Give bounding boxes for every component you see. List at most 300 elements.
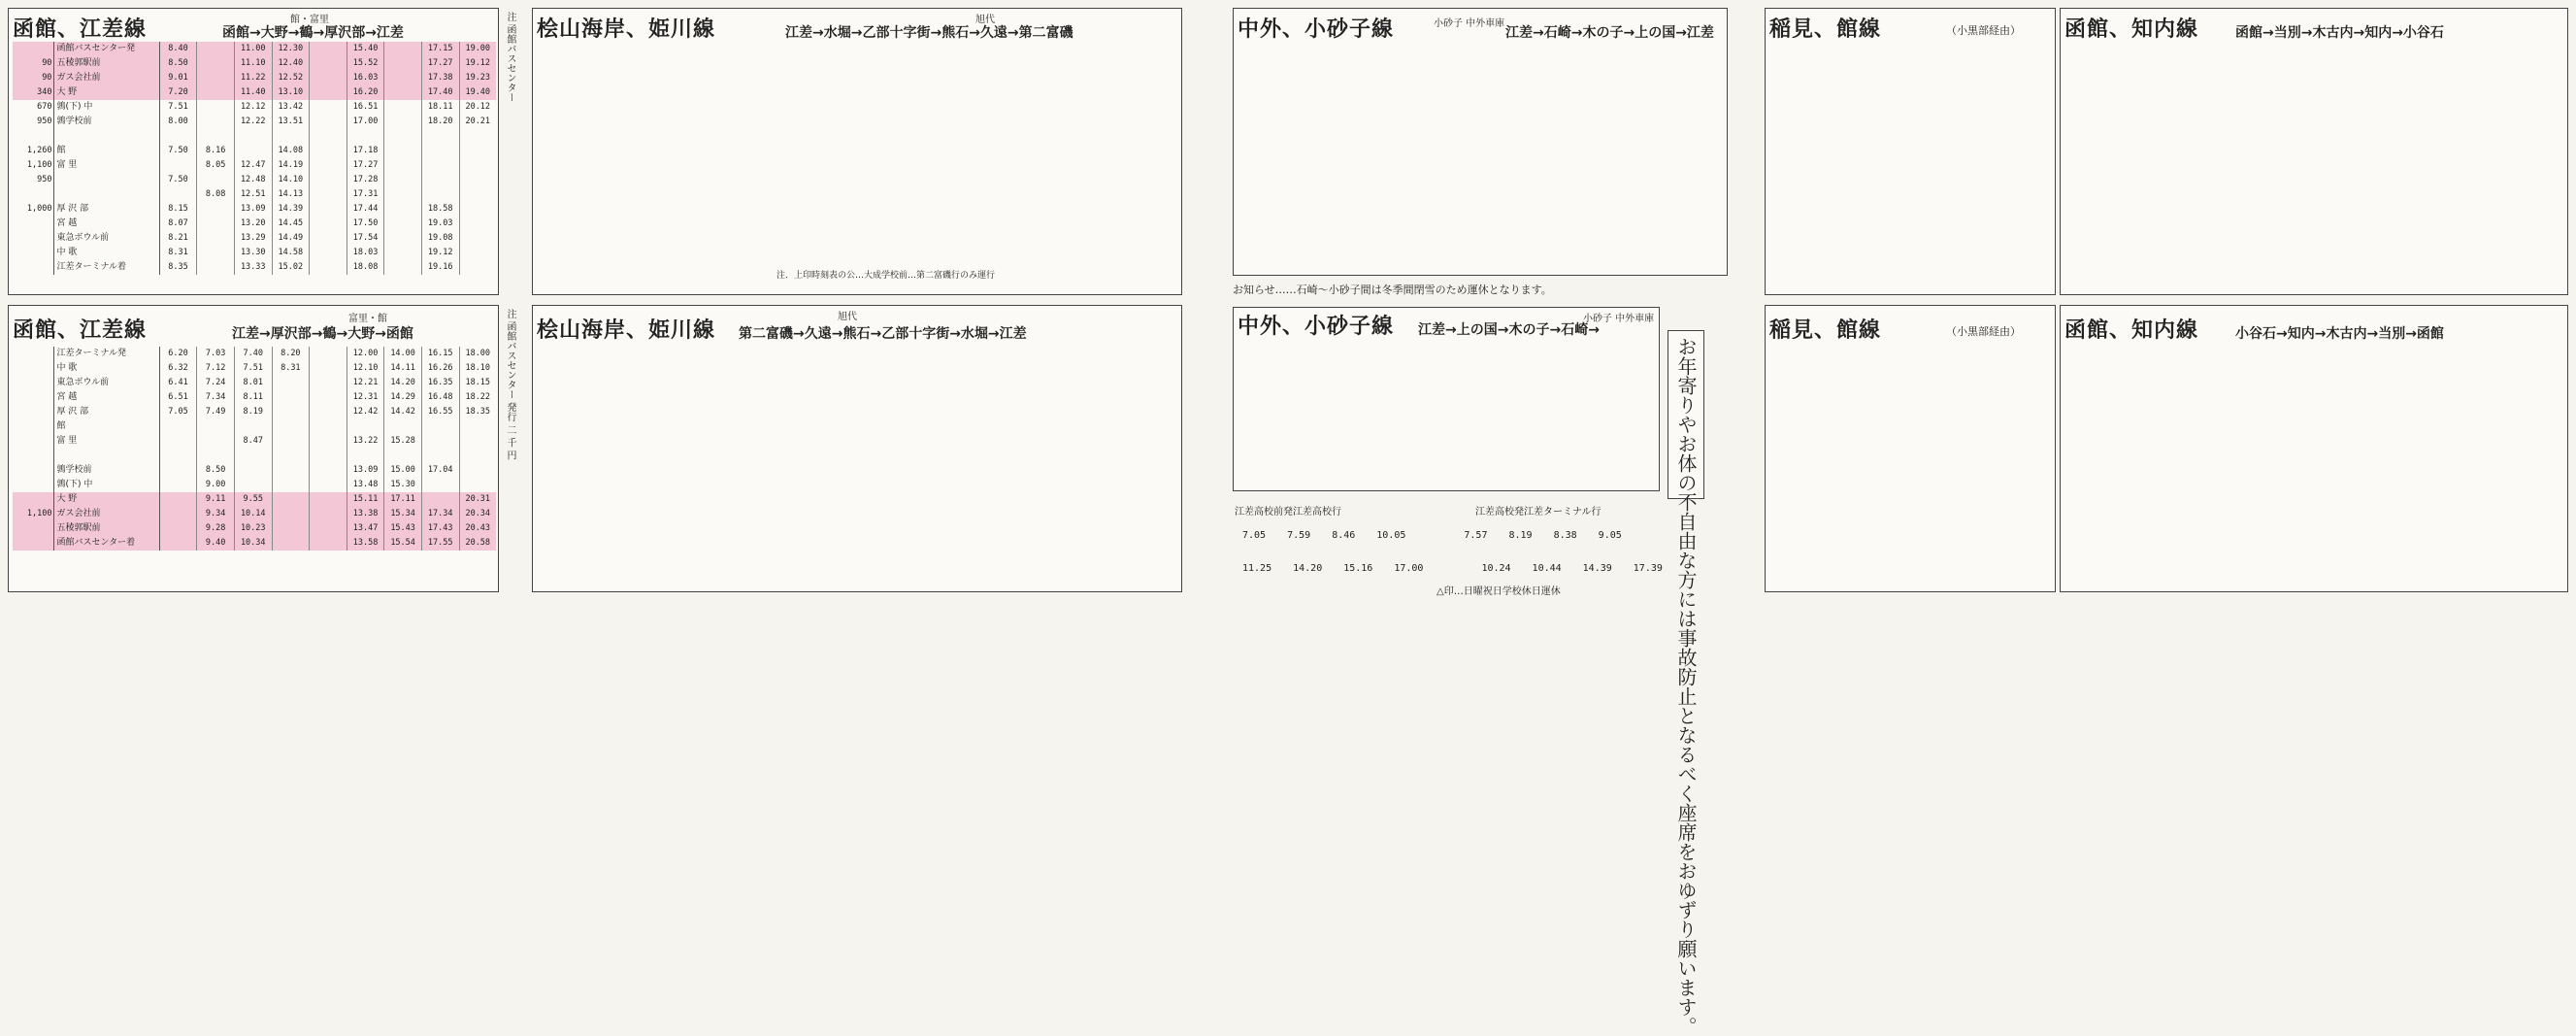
school-times-row	[1242, 530, 1643, 541]
table-row	[13, 129, 496, 144]
time-cell: 10.14	[234, 507, 272, 521]
time-cell: 8.00	[159, 115, 197, 129]
time-cell	[272, 463, 310, 478]
school-time: 9.05	[1598, 530, 1622, 541]
time-cell: 7.51	[234, 361, 272, 376]
stop-cell: ガス会社前	[54, 507, 159, 521]
time-cell	[310, 361, 347, 376]
stop-cell: 鶉学校前	[54, 115, 159, 129]
table-row	[13, 158, 496, 173]
timetable-panel-inami-inbound	[1765, 305, 2056, 592]
stop-cell: 厚 沢 部	[54, 202, 159, 217]
table-row	[13, 521, 496, 536]
time-cell	[234, 419, 272, 434]
time-cell	[459, 129, 496, 144]
time-cell: 12.48	[234, 173, 272, 187]
time-cell	[310, 478, 347, 492]
time-cell: 20.21	[459, 115, 496, 129]
time-cell	[310, 260, 347, 275]
time-cell: 11.22	[234, 71, 272, 85]
stop-cell	[54, 173, 159, 187]
school-footnote: △印…日曜祝日学校休日運休	[1437, 586, 1561, 597]
time-cell	[197, 100, 235, 115]
route-sub: 館・富里	[290, 15, 329, 25]
time-cell: 7.49	[197, 405, 235, 419]
section-title: 函館、知内線	[2064, 318, 2199, 343]
time-cell	[159, 419, 197, 434]
time-cell: 19.12	[459, 56, 496, 71]
timetable-panel-nakasoto-outbound	[1233, 8, 1728, 276]
time-cell: 19.08	[421, 231, 459, 246]
time-cell	[197, 173, 235, 187]
fare-cell: 90	[13, 71, 54, 85]
time-cell	[197, 202, 235, 217]
time-cell	[310, 217, 347, 231]
section-title: 中外、小砂子線	[1238, 17, 1395, 42]
time-cell	[310, 144, 347, 158]
time-cell: 9.00	[197, 478, 235, 492]
time-cell: 16.03	[347, 71, 384, 85]
fare-cell	[13, 536, 54, 551]
time-cell	[384, 260, 422, 275]
time-cell	[384, 231, 422, 246]
school-time: 10.24	[1481, 563, 1511, 574]
time-cell: 20.58	[459, 536, 496, 551]
stop-cell: 五稜郭駅前	[54, 56, 159, 71]
fare-cell: 1,000	[13, 202, 54, 217]
time-cell	[310, 390, 347, 405]
time-cell	[310, 85, 347, 100]
time-cell	[384, 115, 422, 129]
time-cell: 13.48	[347, 478, 384, 492]
time-cell: 12.12	[234, 100, 272, 115]
time-cell: 8.50	[159, 56, 197, 71]
time-cell	[310, 100, 347, 115]
time-cell: 12.00	[347, 347, 384, 361]
time-cell	[421, 144, 459, 158]
time-cell	[197, 56, 235, 71]
route-sub: 富里・館	[348, 314, 387, 324]
fare-cell: 90	[13, 56, 54, 71]
time-cell: 11.10	[234, 56, 272, 71]
school-time: 7.05	[1242, 530, 1267, 541]
time-cell: 15.30	[384, 478, 422, 492]
time-cell: 17.18	[347, 144, 384, 158]
time-cell: 15.43	[384, 521, 422, 536]
time-cell: 13.58	[347, 536, 384, 551]
table-row	[13, 144, 496, 158]
time-cell	[159, 536, 197, 551]
time-cell	[272, 376, 310, 390]
time-cell: 17.28	[347, 173, 384, 187]
time-cell	[159, 158, 197, 173]
time-cell: 8.47	[234, 434, 272, 449]
time-cell	[310, 246, 347, 260]
time-cell	[272, 507, 310, 521]
time-cell: 16.26	[421, 361, 459, 376]
time-cell	[310, 129, 347, 144]
time-cell: 8.50	[197, 463, 235, 478]
fare-cell	[13, 42, 54, 56]
time-cell	[459, 231, 496, 246]
time-cell	[459, 260, 496, 275]
fare-cell	[13, 217, 54, 231]
time-cell: 17.31	[347, 187, 384, 202]
time-cell: 18.11	[421, 100, 459, 115]
time-cell: 13.47	[347, 521, 384, 536]
time-cell: 12.52	[272, 71, 310, 85]
time-cell	[459, 187, 496, 202]
time-cell	[310, 376, 347, 390]
time-cell: 14.08	[272, 144, 310, 158]
time-cell: 15.40	[347, 42, 384, 56]
time-cell	[197, 85, 235, 100]
table-row	[13, 347, 496, 361]
time-cell: 14.13	[272, 187, 310, 202]
time-cell: 12.31	[347, 390, 384, 405]
fare-cell: 950	[13, 115, 54, 129]
stop-cell	[54, 129, 159, 144]
table-row	[13, 536, 496, 551]
time-cell	[310, 405, 347, 419]
timetable	[13, 42, 496, 275]
time-cell: 14.10	[272, 173, 310, 187]
timetable	[13, 347, 496, 551]
table-row	[13, 434, 496, 449]
fare-cell	[13, 405, 54, 419]
time-cell: 17.00	[347, 115, 384, 129]
time-cell: 8.15	[159, 202, 197, 217]
stop-cell: 宮 越	[54, 390, 159, 405]
time-cell: 9.40	[197, 536, 235, 551]
time-cell: 8.40	[159, 42, 197, 56]
fare-cell	[13, 419, 54, 434]
time-cell: 14.11	[384, 361, 422, 376]
time-cell: 19.12	[421, 246, 459, 260]
time-cell: 12.30	[272, 42, 310, 56]
time-cell	[459, 144, 496, 158]
stop-cell: 館	[54, 419, 159, 434]
time-cell	[159, 434, 197, 449]
time-cell	[384, 246, 422, 260]
time-cell: 13.09	[234, 202, 272, 217]
time-cell	[421, 419, 459, 434]
time-cell: 7.34	[197, 390, 235, 405]
time-cell	[197, 419, 235, 434]
time-cell: 8.20	[272, 347, 310, 361]
time-cell	[197, 42, 235, 56]
school-legend-a: 江差高校前発江差高校行	[1235, 507, 1341, 518]
route-sub: 小砂子 中外車庫	[1434, 18, 1505, 29]
fare-cell	[13, 129, 54, 144]
time-cell	[272, 390, 310, 405]
stop-cell: 函館バスセンター着	[54, 536, 159, 551]
time-cell	[421, 492, 459, 507]
time-cell: 11.00	[234, 42, 272, 56]
school-time: 17.39	[1633, 563, 1663, 574]
time-cell: 17.34	[421, 507, 459, 521]
time-cell: 15.54	[384, 536, 422, 551]
time-cell	[310, 492, 347, 507]
time-cell: 13.30	[234, 246, 272, 260]
time-cell: 6.20	[159, 347, 197, 361]
time-cell	[384, 100, 422, 115]
stop-cell: ガス会社前	[54, 71, 159, 85]
time-cell: 18.20	[421, 115, 459, 129]
table-row	[13, 231, 496, 246]
time-cell: 17.11	[384, 492, 422, 507]
table-row	[13, 100, 496, 115]
fare-cell: 1,260	[13, 144, 54, 158]
stop-cell: 鶉学校前	[54, 463, 159, 478]
time-cell	[234, 129, 272, 144]
courtesy-notice: お年寄りやお体の不自由な方には事故防止となるべく座席をおゆずり願います。	[1668, 330, 1704, 499]
section-title: 函館、江差線	[13, 17, 148, 42]
time-cell	[310, 158, 347, 173]
time-cell: 17.04	[421, 463, 459, 478]
table-row	[13, 405, 496, 419]
time-cell: 18.03	[347, 246, 384, 260]
section-title: 桧山海岸、姫川線	[537, 318, 716, 343]
time-cell	[384, 419, 422, 434]
time-cell: 8.11	[234, 390, 272, 405]
stop-cell: 宮 越	[54, 217, 159, 231]
time-cell	[459, 449, 496, 463]
section-title: 稲見、館線	[1769, 318, 1882, 343]
time-cell	[459, 173, 496, 187]
time-cell	[421, 158, 459, 173]
time-cell: 13.42	[272, 100, 310, 115]
time-cell	[197, 434, 235, 449]
time-cell: 16.48	[421, 390, 459, 405]
time-cell	[310, 449, 347, 463]
time-cell	[421, 434, 459, 449]
time-cell: 17.27	[347, 158, 384, 173]
table-row	[13, 507, 496, 521]
fare-cell	[13, 187, 54, 202]
timetable-panel-inami-outbound	[1765, 8, 2056, 295]
school-time: 10.44	[1532, 563, 1562, 574]
time-cell	[310, 536, 347, 551]
time-cell	[384, 187, 422, 202]
table-row	[13, 419, 496, 434]
school-time: 7.57	[1464, 530, 1488, 541]
time-cell	[384, 71, 422, 85]
time-cell: 18.08	[347, 260, 384, 275]
route-sub: （小黒部経由）	[1946, 325, 2021, 338]
timetable-panel-esashi-hakodate-inbound	[8, 305, 499, 592]
fare-cell	[13, 463, 54, 478]
fare-cell	[13, 390, 54, 405]
time-cell: 8.16	[197, 144, 235, 158]
time-cell: 8.01	[234, 376, 272, 390]
time-cell: 17.43	[421, 521, 459, 536]
table-row	[13, 42, 496, 56]
time-cell	[310, 231, 347, 246]
time-cell	[272, 129, 310, 144]
stop-cell	[54, 449, 159, 463]
fare-cell: 340	[13, 85, 54, 100]
time-cell: 17.54	[347, 231, 384, 246]
time-cell	[421, 129, 459, 144]
time-cell	[159, 449, 197, 463]
time-cell	[159, 507, 197, 521]
time-cell: 18.15	[459, 376, 496, 390]
time-cell	[272, 492, 310, 507]
time-cell: 12.21	[347, 376, 384, 390]
time-cell: 13.20	[234, 217, 272, 231]
time-cell	[459, 463, 496, 478]
stop-cell: 東急ボウル前	[54, 376, 159, 390]
time-cell: 8.21	[159, 231, 197, 246]
time-cell: 6.51	[159, 390, 197, 405]
time-cell	[421, 478, 459, 492]
time-cell	[197, 115, 235, 129]
time-cell: 15.00	[384, 463, 422, 478]
time-cell: 15.28	[384, 434, 422, 449]
table-row	[13, 361, 496, 376]
time-cell	[384, 158, 422, 173]
school-time: 15.16	[1343, 563, 1373, 574]
table-row	[13, 85, 496, 100]
time-cell: 14.58	[272, 246, 310, 260]
time-cell	[347, 449, 384, 463]
timetable-panel-shiriuchi-outbound	[2060, 8, 2568, 295]
time-cell: 7.51	[159, 100, 197, 115]
time-cell: 8.05	[197, 158, 235, 173]
time-cell	[159, 492, 197, 507]
fare-cell	[13, 376, 54, 390]
time-cell: 14.29	[384, 390, 422, 405]
fare-cell	[13, 449, 54, 463]
section-title: 稲見、館線	[1769, 17, 1882, 42]
school-time: 17.00	[1394, 563, 1424, 574]
fare-cell: 950	[13, 173, 54, 187]
time-cell: 7.24	[197, 376, 235, 390]
route-label: 函館→大野→鶴→厚沢部→江差	[222, 25, 404, 41]
school-legend-b: 江差高校発江差ターミナル行	[1475, 507, 1602, 518]
time-cell	[459, 434, 496, 449]
time-cell: 19.00	[459, 42, 496, 56]
time-cell: 16.51	[347, 100, 384, 115]
fare-cell: 1,100	[13, 507, 54, 521]
time-cell: 7.50	[159, 144, 197, 158]
time-cell	[272, 536, 310, 551]
stop-cell	[54, 187, 159, 202]
time-cell: 14.49	[272, 231, 310, 246]
time-cell: 6.41	[159, 376, 197, 390]
time-cell	[272, 405, 310, 419]
time-cell	[272, 434, 310, 449]
time-cell: 7.12	[197, 361, 235, 376]
timetable-panel-shiriuchi-inbound	[2060, 305, 2568, 592]
fare-cell	[13, 478, 54, 492]
time-cell: 9.11	[197, 492, 235, 507]
school-time: 8.38	[1553, 530, 1577, 541]
section-title: 函館、知内線	[2064, 17, 2199, 42]
side-note: 注 函館バスセンター	[505, 12, 515, 103]
time-cell: 14.45	[272, 217, 310, 231]
time-cell	[310, 71, 347, 85]
time-cell: 18.35	[459, 405, 496, 419]
time-cell	[421, 173, 459, 187]
notice: お知らせ……石崎～小砂子間は冬季間閉雪のため運休となります。	[1233, 284, 1552, 296]
stop-cell: 東急ボウル前	[54, 231, 159, 246]
time-cell	[272, 478, 310, 492]
time-cell: 12.10	[347, 361, 384, 376]
time-cell	[310, 434, 347, 449]
time-cell: 17.55	[421, 536, 459, 551]
school-time: 7.59	[1287, 530, 1311, 541]
time-cell	[459, 478, 496, 492]
time-cell: 17.40	[421, 85, 459, 100]
school-time: 10.05	[1376, 530, 1406, 541]
time-cell: 18.58	[421, 202, 459, 217]
time-cell	[197, 449, 235, 463]
time-cell	[310, 507, 347, 521]
stop-cell: 鶉(下) 中	[54, 478, 159, 492]
time-cell: 19.40	[459, 85, 496, 100]
time-cell: 16.20	[347, 85, 384, 100]
time-cell	[159, 478, 197, 492]
time-cell	[459, 246, 496, 260]
time-cell: 20.12	[459, 100, 496, 115]
table-row	[13, 376, 496, 390]
time-cell	[310, 56, 347, 71]
fare-cell	[13, 347, 54, 361]
time-cell: 8.19	[234, 405, 272, 419]
time-cell: 13.10	[272, 85, 310, 100]
time-cell: 14.39	[272, 202, 310, 217]
time-cell: 7.20	[159, 85, 197, 100]
stop-cell: 鶉(下) 中	[54, 100, 159, 115]
time-cell: 15.11	[347, 492, 384, 507]
time-cell: 19.23	[459, 71, 496, 85]
school-time: 11.25	[1242, 563, 1272, 574]
time-cell: 7.40	[234, 347, 272, 361]
time-cell: 8.08	[197, 187, 235, 202]
time-cell: 12.51	[234, 187, 272, 202]
time-cell: 17.38	[421, 71, 459, 85]
table-row	[13, 217, 496, 231]
stop-cell: 大 野	[54, 492, 159, 507]
time-cell: 12.40	[272, 56, 310, 71]
time-cell	[347, 419, 384, 434]
time-cell	[310, 463, 347, 478]
time-cell	[159, 129, 197, 144]
time-cell: 7.03	[197, 347, 235, 361]
time-cell	[384, 173, 422, 187]
route-sub: （小黒部経由）	[1946, 24, 2021, 37]
time-cell: 12.47	[234, 158, 272, 173]
timetable-panel-hiyama-inbound	[532, 305, 1182, 592]
stop-cell: 富 里	[54, 434, 159, 449]
route-label: 第二富磯→久遠→熊石→乙部十字街→水堀→江差	[739, 326, 1027, 342]
time-cell	[459, 217, 496, 231]
stop-cell: 大 野	[54, 85, 159, 100]
time-cell	[459, 419, 496, 434]
time-cell: 11.40	[234, 85, 272, 100]
time-cell	[197, 260, 235, 275]
fare-cell	[13, 260, 54, 275]
time-cell	[272, 449, 310, 463]
time-cell	[197, 231, 235, 246]
route-label: 江差→厚沢部→鶴→大野→函館	[232, 326, 413, 342]
table-row	[13, 478, 496, 492]
time-cell	[310, 521, 347, 536]
route-sub: 旭代	[975, 15, 995, 25]
table-row	[13, 202, 496, 217]
